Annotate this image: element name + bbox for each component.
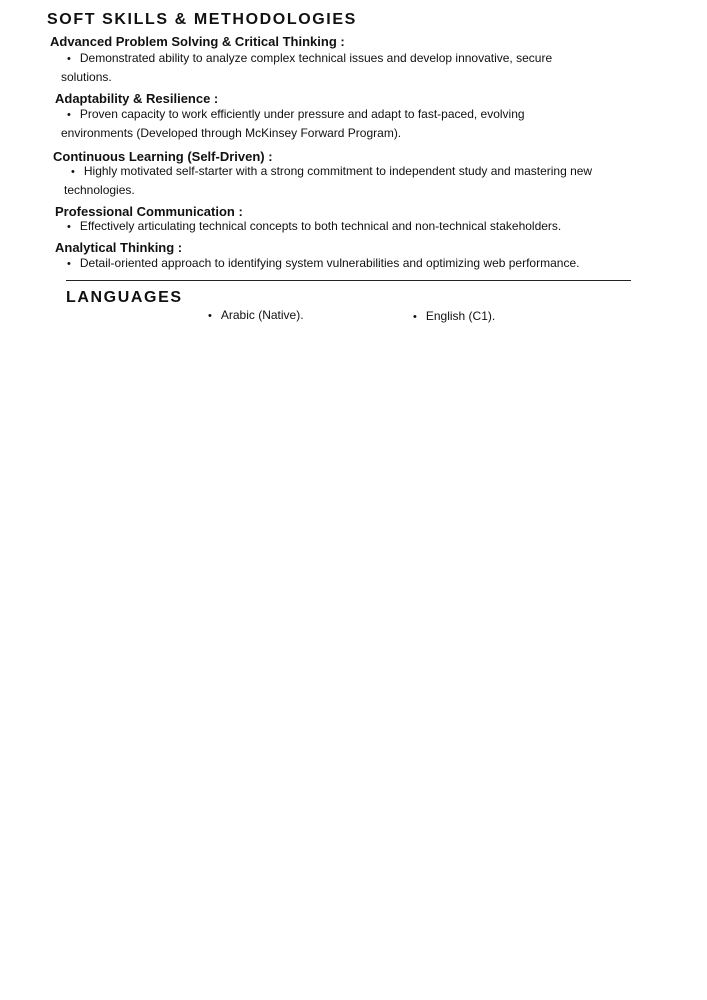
bullet-icon: • [208,310,212,322]
bullet-icon: • [67,221,71,233]
bullet-icon: • [67,258,71,270]
skill-title-analytical-thinking: Analytical Thinking : [55,240,183,255]
skill-title-communication: Professional Communication : [55,204,243,219]
bullet-icon: • [67,53,71,65]
language-item-english: • English (C1). [413,309,496,323]
skill-title-continuous-learning: Continuous Learning (Self-Driven) : [53,149,273,164]
skill-title-problem-solving: Advanced Problem Solving & Critical Thinking : [50,34,345,49]
bullet-icon: • [413,311,417,323]
skill-description-problem-solving: • Demonstrated ability to analyze complex technical issues and develop innovative, secure [67,51,553,65]
bullet-icon: • [71,166,75,178]
languages-heading: LANGUAGES [66,289,183,306]
section-divider [66,280,631,281]
skill-title-adaptability: Adaptability & Resilience : [55,91,219,106]
language-item-arabic: • Arabic (Native). [208,308,304,322]
skill-description-problem-solving-cont: solutions. [61,70,112,84]
skill-description-communication: • Effectively articulating technical concepts to both technical and non-technical stakeholders. [67,219,562,233]
skill-description-continuous-learning: • Highly motivated self-starter with a strong commitment to independent study and mastering new [71,164,593,178]
skill-description-adaptability-cont: environments (Developed through McKinsey Forward Program). [61,126,402,140]
skill-description-continuous-learning-cont: technologies. [64,183,135,197]
soft-skills-heading: SOFT SKILLS & METHODOLOGIES [47,11,357,28]
skill-description-adaptability: • Proven capacity to work efficiently under pressure and adapt to fast-paced, evolving [67,107,525,121]
bullet-icon: • [67,109,71,121]
skill-description-analytical-thinking: • Detail-oriented approach to identifying system vulnerabilities and optimizing web performance. [67,256,580,270]
